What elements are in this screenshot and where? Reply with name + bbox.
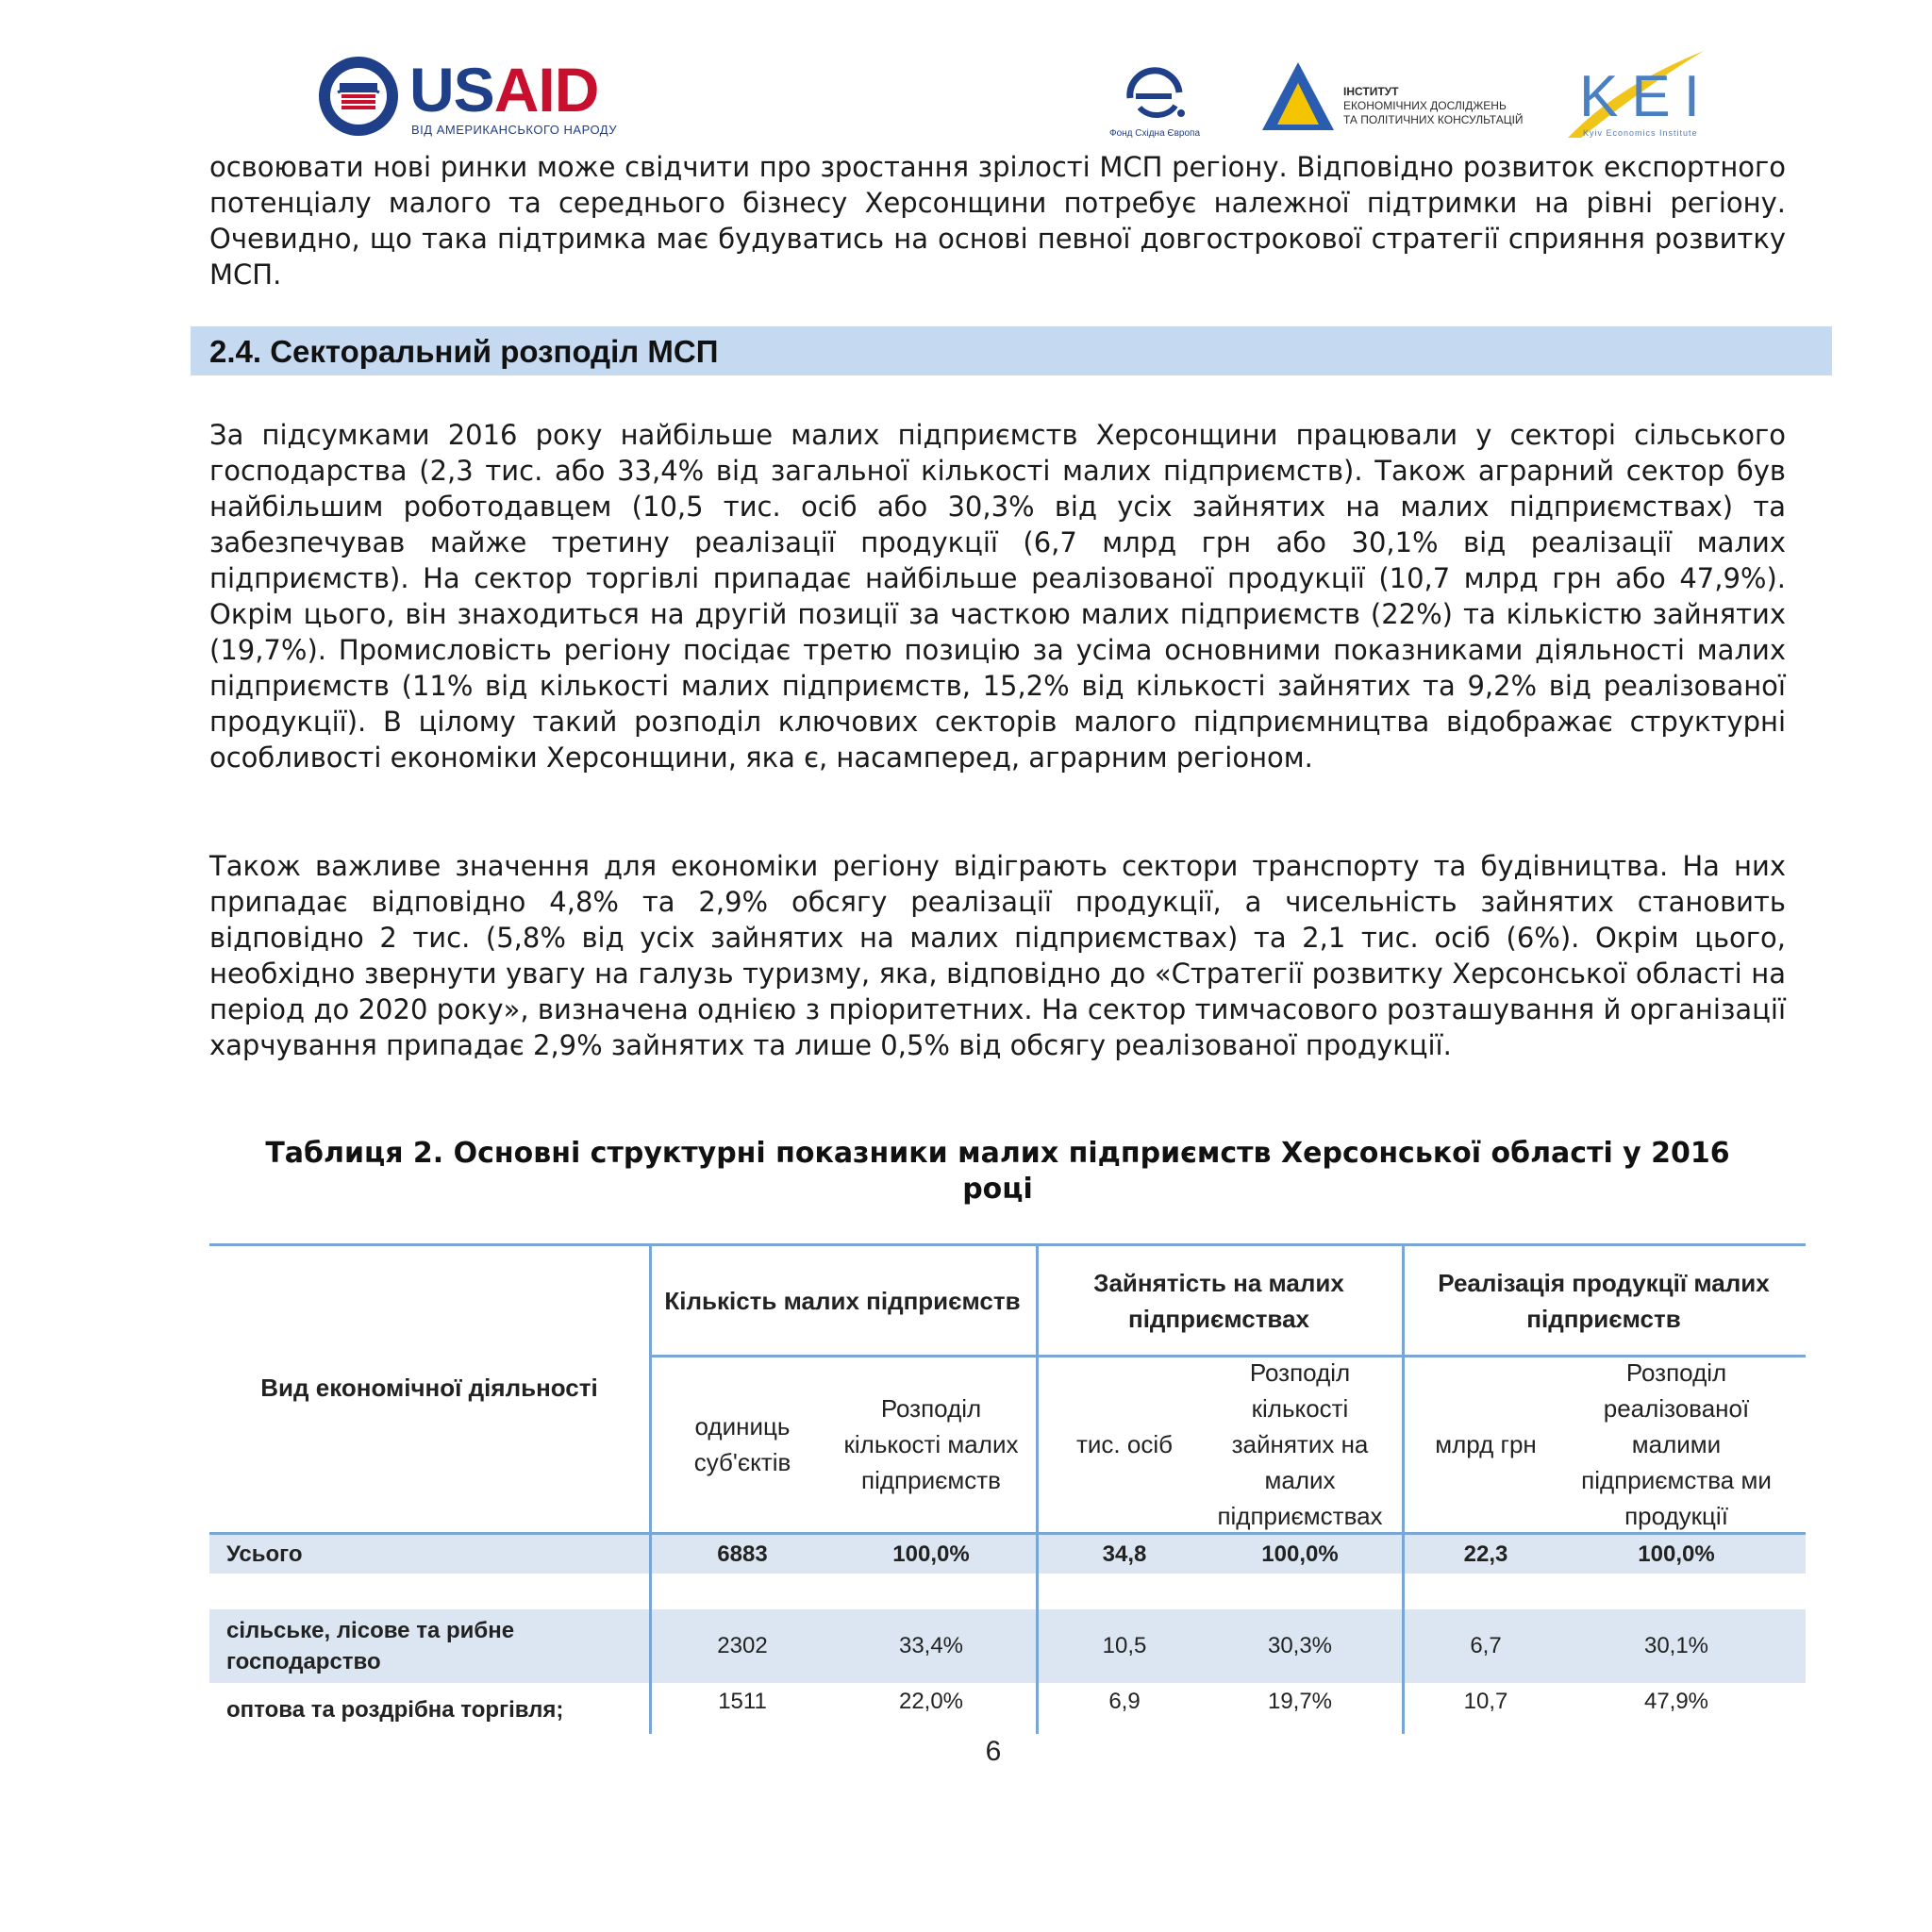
- usaid-logo: [317, 55, 619, 140]
- subheader-share-sales: Розподіл реалізованої малими підприємства ми продукції: [1581, 1358, 1772, 1530]
- paragraph-2: Також важливе значення для економіки регіону відіграють сектори транспорту та будівництва. На них припадає відповідно 4,8% та 2,9% обсягу реалізації продукції, а чисельність зайнятих становить відповідно 2 тис. (5,8% від усіх зайнятих на малих підприємствах) та 2,1 тис. осіб (6%). Окрім цього, необхідно звернути увагу на галузь туризму, яка, відповідно до «Стратегії розвитку Херсонської області на період до 2020 року», визначена однією з пріоритетних. На сектор тимчасового розташування й організації харчування припадає 2,9% зайнятих та лише 0,5% від обсягу реалізованої продукції.: [209, 850, 1786, 1061]
- east-europe-foundation-icon: [1102, 55, 1208, 128]
- group-header-sales: Реалізація продукції малих підприємств: [1438, 1269, 1770, 1333]
- table-cell: 6883: [717, 1541, 768, 1567]
- table-cell: 100,0%: [1261, 1541, 1339, 1567]
- intro-paragraph: освоювати нові ринки може свідчити про зростання зрілості МСП регіону. Відповідно розвиток експортного потенціалу малого та середнього бізнесу Херсонщини потребує належної підтримки на рівні регіону. Очевидно, що така підтримка має будуватись на основі певної довгострокової стратегії сприяння розвитку МСП.: [209, 151, 1786, 291]
- table-cell: 2302: [717, 1633, 768, 1658]
- table-cell: 33,4%: [898, 1633, 964, 1658]
- subheader-units: одиниць суб'єктів: [693, 1412, 791, 1476]
- table-row-trade-name: оптова та роздрібна торгівля;: [226, 1696, 564, 1723]
- data-table: [209, 1243, 1806, 1734]
- table-cell: 100,0%: [1638, 1541, 1715, 1567]
- kei-wordmark: KEI: [1579, 64, 1713, 129]
- ier-triangle-icon: [1260, 58, 1336, 134]
- table-cell: 10,5: [1102, 1633, 1147, 1658]
- usaid-seal-icon: [317, 55, 400, 138]
- row-header: Вид економічної діяльності: [260, 1374, 598, 1402]
- table-cell: 22,0%: [898, 1689, 964, 1714]
- subheader-bn-uah: млрд грн: [1435, 1430, 1537, 1458]
- ier-text: ІНСТИТУТ ЕКОНОМІЧНИХ ДОСЛІДЖЕНЬ ТА ПОЛІТИЧНИХ КОНСУЛЬТАЦІЙ: [1343, 85, 1524, 126]
- page-number: 6: [985, 1736, 1002, 1767]
- table-cell: 6,9: [1108, 1689, 1141, 1714]
- east-europe-foundation-caption: Фонд Східна Європа: [1108, 128, 1201, 139]
- table-cell: 19,7%: [1267, 1689, 1333, 1714]
- section-heading: 2.4. Секторальний розподіл МСП: [209, 334, 719, 369]
- subheader-thousand-persons: тис. осіб: [1075, 1430, 1173, 1458]
- section-heading-bar: [191, 326, 1832, 375]
- table-cell: 100,0%: [892, 1541, 970, 1567]
- ier-logo: [1260, 58, 1534, 136]
- table-cell: 30,1%: [1643, 1633, 1709, 1658]
- east-europe-foundation-logo: [1102, 55, 1208, 142]
- group-header-count: Кількість малих підприємств: [664, 1287, 1021, 1315]
- table-caption: Таблиця 2. Основні структурні показники малих підприємств Херсонської області у 2016 році: [265, 1137, 1730, 1206]
- table-cell: 1511: [718, 1689, 767, 1714]
- table-row-total-name: Усього: [226, 1541, 303, 1567]
- subheader-share-employed: Розподіл кількості зайнятих на малих підприємствах: [1217, 1358, 1383, 1530]
- table-cell: 30,3%: [1267, 1633, 1333, 1658]
- table-row-agriculture-name: сільське, лісове та рибне господарство: [226, 1618, 515, 1674]
- paragraph-1: За підсумками 2016 року найбільше малих підприємств Херсонщини працювали у секторі сільського господарства (2,3 тис. або 33,4% від загальної кількості малих підприємств). Також аграрний сектор був найбільшим роботодавцем (10,5 тис. осіб або 30,3% від усіх зайнятих на малих підприємствах) та забезпечував майже третину реалізації продукції (6,7 млрд грн або 30,1% від реалізації малих підприємств). На сектор торгівлі припадає найбільше реалізованої продукції (10,7 млрд грн або 47,9%). Окрім цього, він знаходиться на другій позиції за часткою малих підприємств (22%) та кількістю зайнятих (19,7%). Промисловість регіону посідає третю позицію за усіма основними показниками діяльності малих підприємств (11% від кількості малих підприємств, 15,2% від кількості зайнятих та 9,2% від реалізованої продукції). В цілому такий розподіл ключових секторів малого підприємництва відображає структурні особливості економіки Херсонщини, яка є, насамперед, аграрним регіоном.: [209, 419, 1786, 774]
- kei-logo: [1562, 47, 1732, 142]
- table-cell: 10,7: [1463, 1689, 1508, 1714]
- table-cell: 6,7: [1470, 1633, 1502, 1658]
- table-cell: 47,9%: [1643, 1689, 1709, 1714]
- table-cell: 34,8: [1102, 1541, 1147, 1567]
- group-header-employment: Зайнятість на малих підприємствах: [1093, 1269, 1344, 1333]
- kei-subtitle: Kyiv Economics Institute: [1583, 128, 1698, 138]
- subheader-share-enterprises: Розподіл кількості малих підприємств: [843, 1394, 1019, 1494]
- table-cell: 22,3: [1463, 1541, 1508, 1567]
- usaid-wordmark: USAID: [409, 55, 599, 125]
- header-logos: [0, 0, 1932, 151]
- usaid-tagline: ВІД АМЕРИКАНСЬКОГО НАРОДУ: [411, 123, 617, 137]
